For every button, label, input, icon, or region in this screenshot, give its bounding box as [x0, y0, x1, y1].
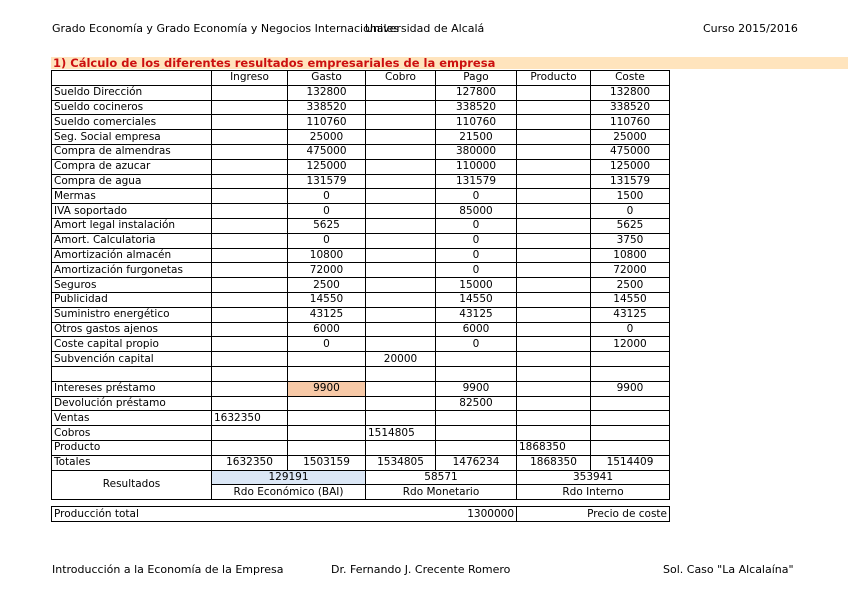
cell-cobro: 1514805 [366, 426, 436, 441]
cell-pago: 0 [436, 189, 517, 204]
cell-coste: 10800 [591, 248, 670, 263]
cell-coste: 1500 [591, 189, 670, 204]
table-row [52, 130, 670, 145]
results-values-row [52, 470, 670, 485]
cell-producto [517, 263, 591, 278]
row-label: Intereses préstamo [52, 381, 212, 396]
row-label: Sueldo Dirección [52, 85, 212, 100]
cell-ingreso: 1632350 [212, 411, 288, 426]
table-row [52, 307, 670, 322]
cell-cobro [366, 248, 436, 263]
cell-pago: 82500 [436, 396, 517, 411]
cell-coste: 2500 [591, 278, 670, 293]
cell-pago [436, 352, 517, 367]
cell-gasto: 0 [288, 189, 366, 204]
cell-pago: 0 [436, 263, 517, 278]
cell-ingreso [212, 263, 288, 278]
total-ingreso: 1632350 [212, 455, 288, 470]
cell-ingreso [212, 85, 288, 100]
column-header-row [52, 71, 670, 86]
cell-gasto: 9900 [288, 381, 366, 396]
cell-cobro [366, 233, 436, 248]
cell-ingreso [212, 381, 288, 396]
row-label: Suministro energético [52, 307, 212, 322]
cell-gasto [288, 396, 366, 411]
cell-pago: 21500 [436, 130, 517, 145]
cell-producto [517, 366, 591, 381]
cell-cobro [366, 130, 436, 145]
rdo-monetario-value: 58571 [366, 470, 517, 485]
cell-coste: 5625 [591, 218, 670, 233]
table-row [52, 159, 670, 174]
cell-ingreso [212, 426, 288, 441]
cell-cobro [366, 411, 436, 426]
cell-producto [517, 144, 591, 159]
cell-producto [517, 396, 591, 411]
cell-coste [591, 366, 670, 381]
cell-producto [517, 115, 591, 130]
cell-producto [517, 85, 591, 100]
table-row [52, 85, 670, 100]
table-row [52, 218, 670, 233]
row-label: Amort. Calculatoria [52, 233, 212, 248]
cell-pago: 14550 [436, 292, 517, 307]
cell-gasto: 0 [288, 337, 366, 352]
cell-cobro: 20000 [366, 352, 436, 367]
header-academic-year: Curso 2015/2016 [703, 22, 798, 35]
cell-producto [517, 130, 591, 145]
cell-gasto: 0 [288, 204, 366, 219]
rdo-economico-value: 129191 [212, 470, 366, 485]
cell-cobro [366, 292, 436, 307]
table-row [52, 204, 670, 219]
cell-ingreso [212, 396, 288, 411]
cell-gasto: 110760 [288, 115, 366, 130]
table-row [52, 381, 670, 396]
column-header-pago: Pago [436, 71, 517, 86]
row-label: Compra de almendras [52, 144, 212, 159]
cell-ingreso [212, 189, 288, 204]
cell-coste: 475000 [591, 144, 670, 159]
cell-ingreso [212, 130, 288, 145]
cell-gasto: 131579 [288, 174, 366, 189]
table-row [52, 322, 670, 337]
cell-gasto [288, 426, 366, 441]
row-label: Coste capital propio [52, 337, 212, 352]
column-header-producto: Producto [517, 71, 591, 86]
row-label: Ventas [52, 411, 212, 426]
cell-pago: 9900 [436, 381, 517, 396]
cell-pago: 131579 [436, 174, 517, 189]
column-header-cobro: Cobro [366, 71, 436, 86]
cell-cobro [366, 440, 436, 455]
cell-cobro [366, 337, 436, 352]
cell-pago: 0 [436, 233, 517, 248]
production-cost-label: Precio de coste [517, 507, 670, 522]
cell-ingreso [212, 100, 288, 115]
cell-gasto: 5625 [288, 218, 366, 233]
cell-pago: 110760 [436, 115, 517, 130]
table-row [52, 189, 670, 204]
cell-pago: 127800 [436, 85, 517, 100]
cell-coste: 132800 [591, 85, 670, 100]
row-label: Amort legal instalación [52, 218, 212, 233]
row-label: Publicidad [52, 292, 212, 307]
cell-producto [517, 248, 591, 263]
cell-cobro [366, 189, 436, 204]
cell-coste: 72000 [591, 263, 670, 278]
cell-cobro [366, 263, 436, 278]
results-label: Resultados [52, 470, 212, 500]
cell-cobro [366, 144, 436, 159]
table-row [52, 115, 670, 130]
cell-gasto: 125000 [288, 159, 366, 174]
table-row [52, 292, 670, 307]
spacer-row [52, 500, 670, 507]
total-producto: 1868350 [517, 455, 591, 470]
section-title: 1) Cálculo de los diferentes resultados empresariales de la empresa [53, 56, 496, 70]
cell-coste [591, 352, 670, 367]
row-label: Sueldo comerciales [52, 115, 212, 130]
row-label [52, 366, 212, 381]
row-label: Cobros [52, 426, 212, 441]
cell-pago: 380000 [436, 144, 517, 159]
row-label: Compra de azucar [52, 159, 212, 174]
cell-cobro [366, 100, 436, 115]
cell-coste: 338520 [591, 100, 670, 115]
cell-ingreso [212, 233, 288, 248]
cell-cobro [366, 396, 436, 411]
cell-pago: 43125 [436, 307, 517, 322]
cell-producto [517, 278, 591, 293]
table-row [52, 337, 670, 352]
results-table [51, 70, 670, 522]
cell-pago: 0 [436, 218, 517, 233]
cell-producto [517, 204, 591, 219]
total-coste: 1514409 [591, 455, 670, 470]
cell-ingreso [212, 337, 288, 352]
cell-ingreso [212, 248, 288, 263]
cell-gasto: 72000 [288, 263, 366, 278]
cell-pago: 6000 [436, 322, 517, 337]
table-row [52, 233, 670, 248]
cell-gasto: 475000 [288, 144, 366, 159]
row-label: Amortización furgonetas [52, 263, 212, 278]
cell-pago: 0 [436, 248, 517, 263]
cell-producto [517, 381, 591, 396]
row-label: Producto [52, 440, 212, 455]
row-label: Mermas [52, 189, 212, 204]
cell-gasto: 6000 [288, 322, 366, 337]
cell-producto [517, 218, 591, 233]
cell-gasto: 25000 [288, 130, 366, 145]
cell-producto [517, 233, 591, 248]
row-label: Devolución préstamo [52, 396, 212, 411]
cell-cobro [366, 381, 436, 396]
row-label: Seguros [52, 278, 212, 293]
table-row [52, 440, 670, 455]
cell-coste: 9900 [591, 381, 670, 396]
cell-gasto [288, 352, 366, 367]
row-label: Seg. Social empresa [52, 130, 212, 145]
cell-gasto: 338520 [288, 100, 366, 115]
cell-ingreso [212, 352, 288, 367]
table-row [52, 278, 670, 293]
cell-coste: 0 [591, 322, 670, 337]
total-gasto: 1503159 [288, 455, 366, 470]
cell-pago: 110000 [436, 159, 517, 174]
cell-ingreso [212, 322, 288, 337]
row-label: Compra de agua [52, 174, 212, 189]
cell-ingreso [212, 292, 288, 307]
table-row [52, 248, 670, 263]
total-pago: 1476234 [436, 455, 517, 470]
cell-producto: 1868350 [517, 440, 591, 455]
rdo-interno-value: 353941 [517, 470, 670, 485]
cell-pago: 338520 [436, 100, 517, 115]
column-header-gasto: Gasto [288, 71, 366, 86]
cell-producto [517, 100, 591, 115]
cell-pago [436, 440, 517, 455]
totals-row [52, 455, 670, 470]
header-empty-cell [52, 71, 212, 86]
table-row [52, 396, 670, 411]
table-row [52, 100, 670, 115]
cell-producto [517, 189, 591, 204]
cell-gasto: 14550 [288, 292, 366, 307]
header-course-title: Grado Economía y Grado Economía y Negocios Internacionales [52, 22, 400, 35]
cell-coste: 43125 [591, 307, 670, 322]
table-row [52, 366, 670, 381]
rdo-interno-label: Rdo Interno [517, 485, 670, 500]
table-row [52, 426, 670, 441]
cell-gasto [288, 366, 366, 381]
cell-producto [517, 426, 591, 441]
cell-cobro [366, 174, 436, 189]
cell-cobro [366, 204, 436, 219]
cell-cobro [366, 322, 436, 337]
cell-cobro [366, 307, 436, 322]
cell-pago [436, 426, 517, 441]
total-cobro: 1534805 [366, 455, 436, 470]
cell-ingreso [212, 174, 288, 189]
footer-case: Sol. Caso "La Alcalaína" [663, 563, 794, 576]
table-row [52, 174, 670, 189]
table-row [52, 352, 670, 367]
cell-pago: 0 [436, 337, 517, 352]
cell-gasto: 2500 [288, 278, 366, 293]
cell-producto [517, 159, 591, 174]
column-header-ingreso: Ingreso [212, 71, 288, 86]
row-label: Otros gastos ajenos [52, 322, 212, 337]
cell-cobro [366, 366, 436, 381]
cell-ingreso [212, 278, 288, 293]
cell-gasto: 0 [288, 233, 366, 248]
cell-cobro [366, 218, 436, 233]
cell-coste: 110760 [591, 115, 670, 130]
spacer-cell [52, 500, 670, 507]
cell-coste: 25000 [591, 130, 670, 145]
cell-coste [591, 396, 670, 411]
rdo-monetario-label: Rdo Monetario [366, 485, 517, 500]
production-label: Producción total [52, 507, 212, 522]
cell-cobro [366, 85, 436, 100]
cell-producto [517, 174, 591, 189]
cell-ingreso [212, 440, 288, 455]
cell-producto [517, 411, 591, 426]
header-university: Universidad de Alcalá [365, 22, 485, 35]
production-value: 1300000 [212, 507, 517, 522]
cell-coste: 14550 [591, 292, 670, 307]
cell-pago: 15000 [436, 278, 517, 293]
cell-ingreso [212, 204, 288, 219]
cell-coste: 3750 [591, 233, 670, 248]
table-row [52, 411, 670, 426]
cell-ingreso [212, 144, 288, 159]
cell-producto [517, 322, 591, 337]
cell-pago: 85000 [436, 204, 517, 219]
cell-ingreso [212, 159, 288, 174]
footer-course: Introducción a la Economía de la Empresa [52, 563, 284, 576]
cell-producto [517, 292, 591, 307]
cell-producto [517, 352, 591, 367]
table-row [52, 144, 670, 159]
cell-cobro [366, 278, 436, 293]
cell-gasto: 10800 [288, 248, 366, 263]
cell-coste: 125000 [591, 159, 670, 174]
cell-producto [517, 307, 591, 322]
row-label: Sueldo cocineros [52, 100, 212, 115]
rdo-economico-label: Rdo Económico (BAI) [212, 485, 366, 500]
row-label: Subvención capital [52, 352, 212, 367]
cell-pago [436, 366, 517, 381]
cell-gasto [288, 440, 366, 455]
cell-coste: 12000 [591, 337, 670, 352]
cell-ingreso [212, 218, 288, 233]
cell-cobro [366, 159, 436, 174]
cell-coste: 131579 [591, 174, 670, 189]
table-row [52, 263, 670, 278]
totals-label: Totales [52, 455, 212, 470]
row-label: Amortización almacén [52, 248, 212, 263]
cell-ingreso [212, 366, 288, 381]
cell-cobro [366, 115, 436, 130]
column-header-coste: Coste [591, 71, 670, 86]
cell-ingreso [212, 115, 288, 130]
cell-coste: 0 [591, 204, 670, 219]
row-label: IVA soportado [52, 204, 212, 219]
production-row [52, 507, 670, 522]
cell-pago [436, 411, 517, 426]
cell-gasto: 132800 [288, 85, 366, 100]
cell-gasto: 43125 [288, 307, 366, 322]
footer-author: Dr. Fernando J. Crecente Romero [331, 563, 511, 576]
cell-coste [591, 426, 670, 441]
cell-gasto [288, 411, 366, 426]
cell-coste [591, 411, 670, 426]
cell-ingreso [212, 307, 288, 322]
cell-coste [591, 440, 670, 455]
cell-producto [517, 337, 591, 352]
